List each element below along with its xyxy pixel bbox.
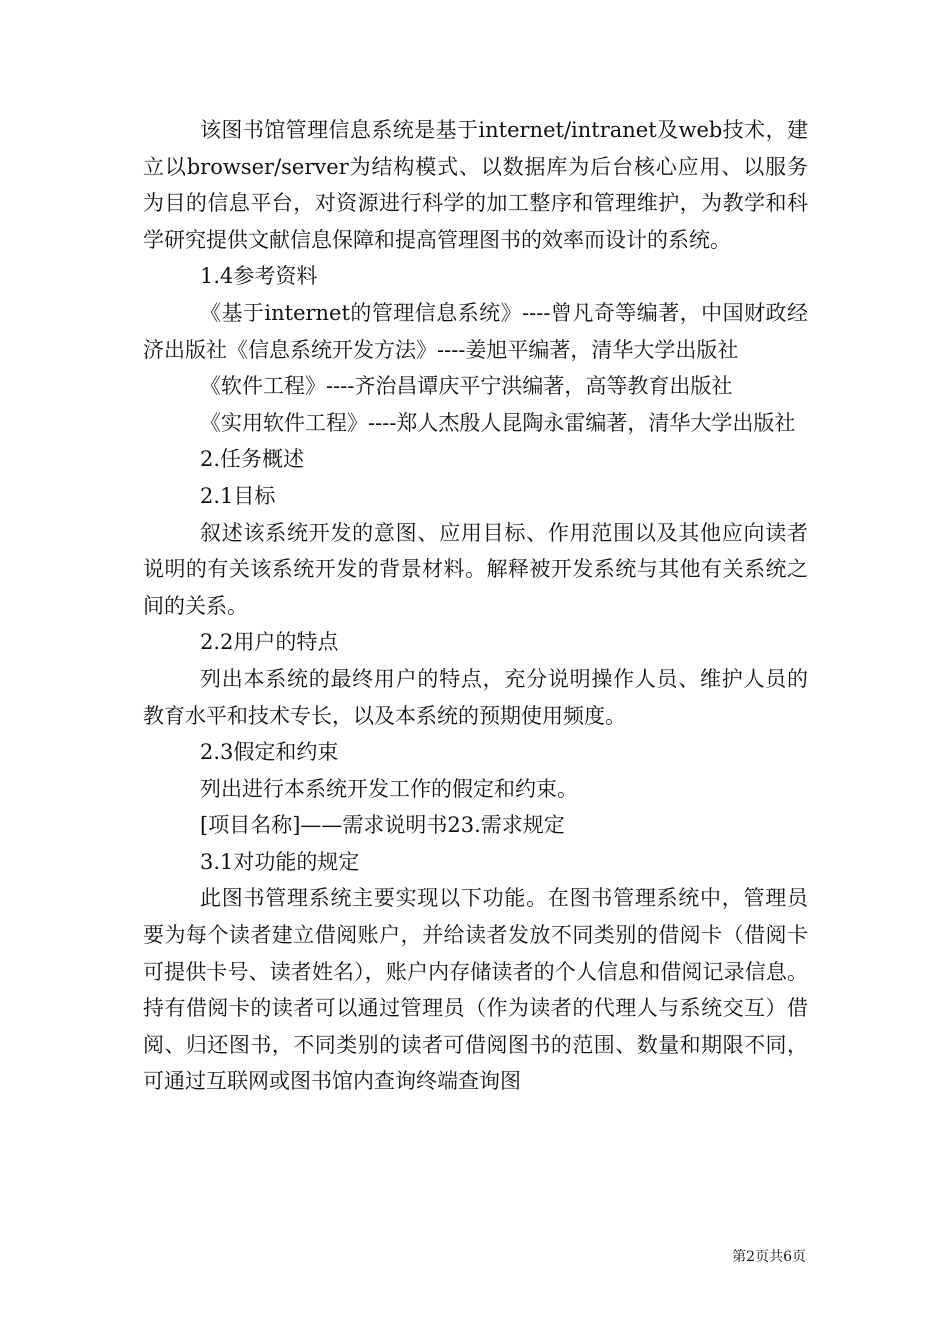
reference-item: 《基于internet的管理信息系统》----曾凡奇等编著，中国财政经济出版社《信息系统开发方法》----姜旭平编著，清华大学出版社 — [143, 300, 808, 362]
section-heading-user-characteristics: 2.2用户的特点 — [200, 630, 339, 655]
functions-paragraph: 此图书管理系统主要实现以下功能。在图书管理系统中，管理员要为每个读者建立借阅账户，并给读者发放不同类别的借阅卡（借阅卡可提供卡号、读者姓名），账户内存储读者的个人信息和借阅记录信息。持有借阅卡的读者可以通过管理员（作为读者的代理人与系统交互）借阅、归还图书，不同类别的读者可借阅图书的范围、数量和期限不同，可通过互联网或图书馆内查询终端查询图 — [143, 886, 808, 1094]
section-heading-goal: 2.1目标 — [200, 483, 276, 508]
section-heading-references: 1.4参考资料 — [200, 264, 318, 289]
section-heading-functions: 3.1对功能的规定 — [200, 849, 360, 874]
user-characteristics-paragraph: 列出本系统的最终用户的特点，充分说明操作人员、维护人员的教育水平和技术专长，以及本系统的预期使用频度。 — [143, 666, 808, 728]
page-number: 第2页共6页 — [732, 1249, 806, 1265]
intro-paragraph: 该图书馆管理信息系统是基于internet/intranet及web技术，建立以browser/server为结构模式、以数据库为后台核心应用、以服务为目的信息平台，对资源进行科学的加工整序和管理维护，为教学和科学研究提供文献信息保障和提高管理图书的效率而设计的系统。 — [143, 118, 808, 252]
section-heading-task-overview: 2.任务概述 — [200, 447, 305, 472]
goal-paragraph: 叙述该系统开发的意图、应用目标、作用范围以及其他应向读者说明的有关该系统开发的背景材料。解释被开发系统与其他有关系统之间的关系。 — [143, 520, 808, 618]
document-body — [143, 112, 808, 1100]
assumptions-paragraph: 列出进行本系统开发工作的假定和约束。 — [200, 776, 578, 801]
reference-item: 《实用软件工程》----郑人杰殷人昆陶永雷编著，清华大学出版社 — [200, 410, 796, 435]
reference-item: 《软件工程》----齐治昌谭庆平宁洪编著，高等教育出版社 — [200, 374, 733, 399]
section-heading-requirements: [项目名称]——需求说明书23.需求规定 — [200, 813, 565, 838]
section-heading-assumptions: 2.3假定和约束 — [200, 740, 339, 765]
